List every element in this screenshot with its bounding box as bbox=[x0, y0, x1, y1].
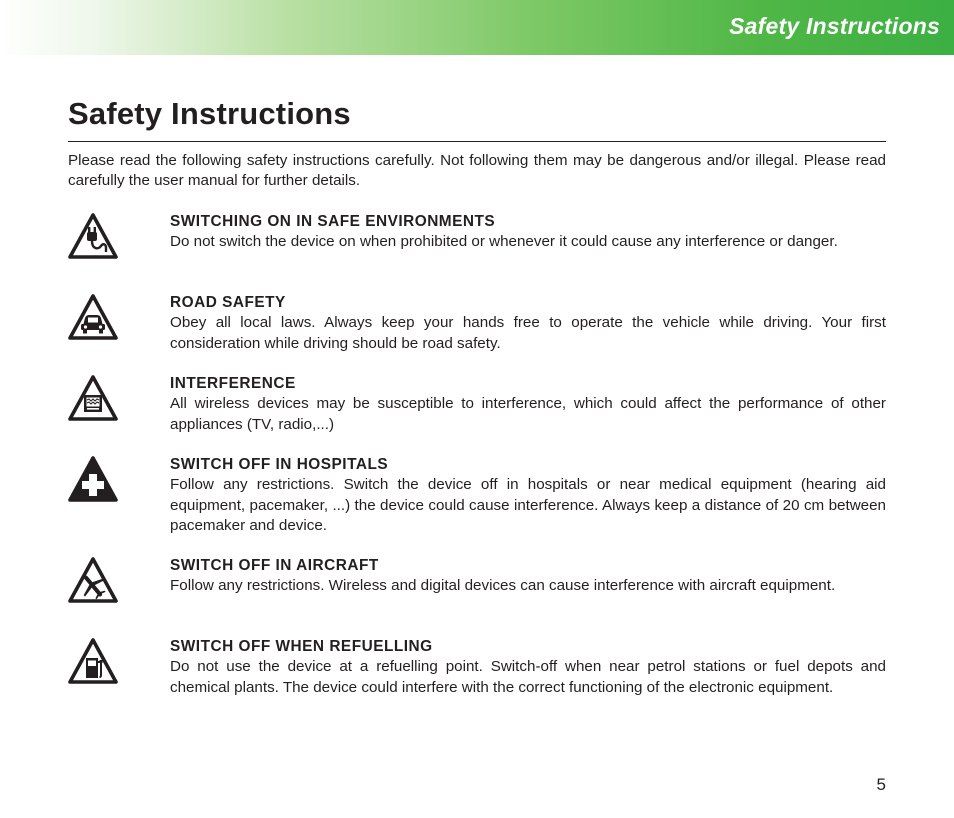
intro-paragraph: Please read the following safety instructions carefully. Not following them may be dangerous and/or illegal. Please read carefully the user manual for further details. bbox=[68, 152, 886, 190]
section-body: Obey all local laws. Always keep your hands free to operate the vehicle while driving. Your first consideration while driving should be road safety. bbox=[170, 314, 886, 352]
section-body: All wireless devices may be susceptible to interference, which could affect the performance of other appliances (TV, radio,...) bbox=[170, 395, 886, 433]
page-title: Safety Instructions bbox=[68, 96, 351, 131]
section-text bbox=[170, 556, 886, 597]
section-text bbox=[170, 293, 886, 354]
airplane-icon bbox=[68, 556, 118, 604]
section-text bbox=[170, 637, 886, 698]
hospital-cross-icon bbox=[68, 455, 118, 503]
header-title: Safety Instructions bbox=[729, 13, 940, 39]
section-body: Follow any restrictions. Wireless and digital devices can cause interference with aircraft equipment. bbox=[170, 577, 836, 595]
section-heading: SWITCHING ON IN SAFE ENVIRONMENTS bbox=[170, 213, 496, 230]
section-heading: ROAD SAFETY bbox=[170, 294, 286, 311]
title-divider bbox=[68, 141, 886, 142]
car-icon bbox=[68, 293, 118, 341]
fuel-pump-icon bbox=[68, 637, 118, 685]
section-text bbox=[170, 455, 886, 536]
section-body: Do not switch the device on when prohibited or whenever it could cause any interference or danger. bbox=[170, 233, 838, 251]
interference-device-icon bbox=[68, 374, 118, 422]
section-text bbox=[170, 212, 886, 253]
section-body: Do not use the device at a refuelling point. Switch-off when near petrol stations or fuel depots and chemical plants. The device could interfere with the correct functioning of the electronic equipment. bbox=[170, 658, 886, 696]
section-text bbox=[170, 374, 886, 435]
section-body: Follow any restrictions. Switch the device off in hospitals or near medical equipment (hearing aid equipment, pacemaker, ...) the device could cause interference. Always keep a distance of 20 cm between pacemaker and device. bbox=[170, 476, 886, 534]
section-heading: INTERFERENCE bbox=[170, 375, 296, 392]
section-heading: SWITCH OFF WHEN REFUELLING bbox=[170, 638, 433, 655]
page-number: 5 bbox=[876, 775, 886, 794]
header-band bbox=[0, 0, 954, 55]
power-plug-icon bbox=[68, 212, 118, 260]
section-heading: SWITCH OFF IN AIRCRAFT bbox=[170, 557, 379, 574]
section-heading: SWITCH OFF IN HOSPITALS bbox=[170, 456, 389, 473]
